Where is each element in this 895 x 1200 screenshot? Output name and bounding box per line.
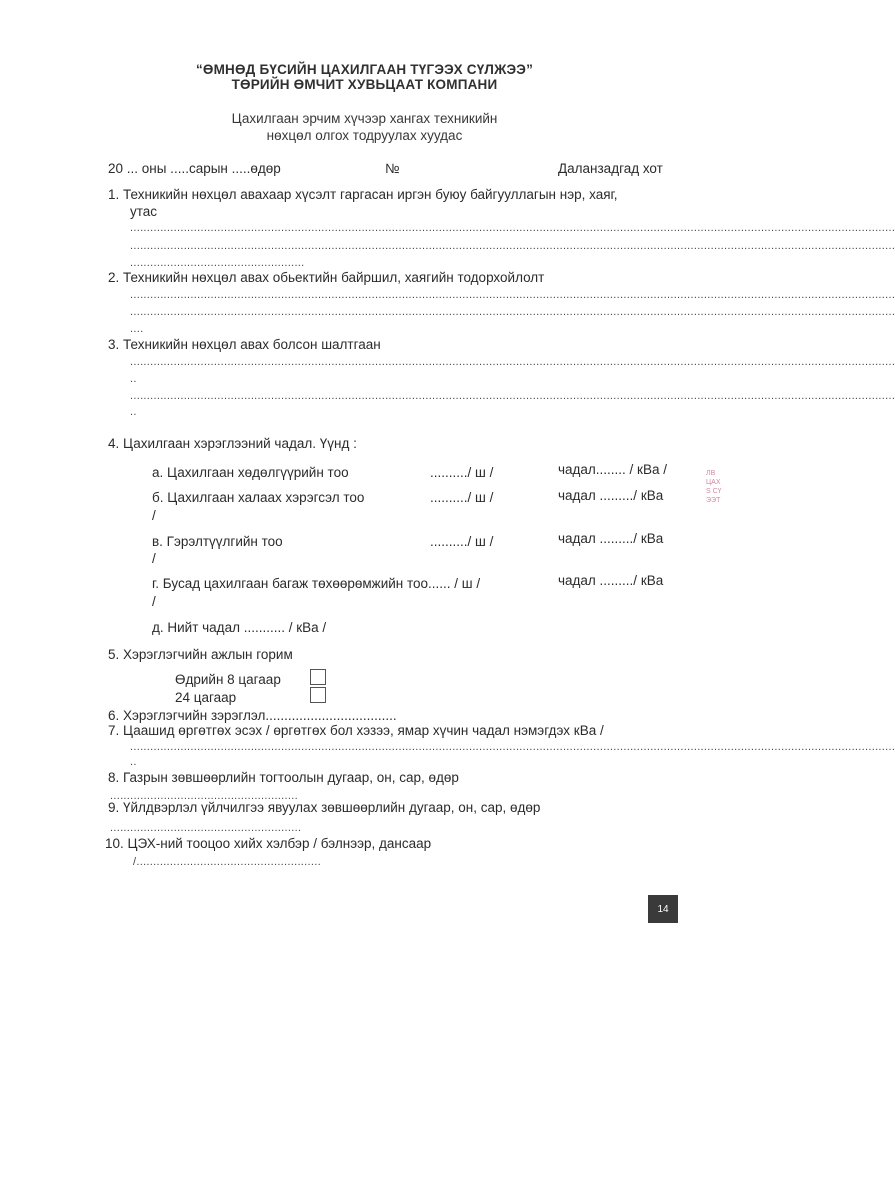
- item-9-fill-line: .........................................................: [110, 822, 302, 834]
- item-7-fill-tail: ..: [130, 756, 137, 768]
- item-1-fill-line: ....................................................................................................................................................................................................................................: [130, 240, 895, 252]
- item-4d-tail: /: [152, 594, 156, 609]
- item-3-fill-tail: ..: [130, 373, 137, 385]
- item-7-fill-line: ....................................................................................................................................................................................................................................: [130, 741, 895, 753]
- item-4e-total: д. Нийт чадал ........... / кВа /: [152, 620, 327, 635]
- item-4b-power: чадал ........./ кВа: [558, 488, 664, 503]
- item-2-fill-line: ....................................................................................................................................................................................................................................: [130, 306, 895, 318]
- item-5-option-24h-checkbox[interactable]: [310, 687, 326, 703]
- item-4c-power: чадал ........./ кВа: [558, 531, 664, 546]
- item-3-fill-tail: ..: [130, 406, 137, 418]
- org-name-line2: ТӨРИЙН ӨМЧИТ ХУВЬЦААТ КОМПАНИ: [231, 77, 498, 92]
- item-4c-count: ........../ ш /: [430, 534, 494, 549]
- margin-stamp-mark: S СҮ: [706, 488, 722, 495]
- margin-stamp-mark: ЛВ: [706, 470, 716, 477]
- date-field: 20 ... оны .....сарын .....өдөр: [108, 161, 281, 176]
- item-4a-label: а. Цахилгаан хөдөлгүүрийн тоо: [152, 465, 349, 480]
- item-3-fill-line: ....................................................................................................................................................................................................................................: [130, 390, 895, 402]
- item-10-label: 10. ЦЭХ-ний тооцоо хийх хэлбэр / бэлнээр, дансаар: [105, 836, 432, 851]
- item-9-label: 9. Үйлдвэрлэл үйлчилгээ явуулах зөвшөөрлийн дугаар, он, сар, өдөр: [108, 800, 541, 815]
- item-2-fill-tail: ....: [130, 323, 144, 335]
- item-5-option-8h-checkbox[interactable]: [310, 669, 326, 685]
- item-1-fill-line: ....................................................: [130, 257, 305, 269]
- item-4b-tail: /: [152, 508, 156, 523]
- item-4c-tail: /: [152, 551, 156, 566]
- city-field: Даланзадгад хот: [558, 161, 663, 176]
- margin-stamp-mark: ЦАХ: [706, 479, 721, 486]
- item-2-label: 2. Техникийн нөхцөл авах обьектийн байршил, хаягийн тодорхойлолт: [108, 270, 545, 285]
- item-3-fill-line: ....................................................................................................................................................................................................................................: [130, 356, 895, 368]
- item-5-option-24h-label: 24 цагаар: [175, 690, 237, 705]
- item-4b-count: ........../ ш /: [430, 490, 494, 505]
- item-1-label-cont: утас: [130, 204, 158, 219]
- item-4-label: 4. Цахилгаан хэрэглээний чадал. Үүнд :: [108, 436, 357, 451]
- item-4d-power: чадал ........./ кВа: [558, 573, 664, 588]
- org-name-line1: “ӨМНӨД БҮСИЙН ЦАХИЛГААН ТҮГЭЭХ СҮЛЖЭЭ”: [195, 62, 534, 77]
- item-4b-label: б. Цахилгаан халаах хэрэгсэл тоо: [152, 490, 365, 505]
- item-6-label: 6. Хэрэглэгчийн зэрэглэл...................................: [108, 708, 397, 723]
- item-3-label: 3. Техникийн нөхцөл авах болсон шалтгаан: [108, 337, 381, 352]
- item-10-fill-line: /.......................................................: [133, 856, 321, 868]
- page-number-badge: 14: [648, 895, 678, 923]
- item-8-fill-line: ........................................................: [110, 790, 298, 802]
- number-field: №: [385, 161, 400, 176]
- item-8-label: 8. Газрын зөвшөөрлийн тогтоолын дугаар, он, сар, өдөр: [108, 770, 459, 785]
- item-4a-power: чадал........ / кВа /: [558, 462, 667, 477]
- doc-title-line1: Цахилгаан эрчим хүчээр хангах техникийн: [231, 111, 498, 126]
- margin-stamp-mark: ЭЭТ: [706, 497, 721, 504]
- item-1-fill-line: ....................................................................................................................................................................................................................................: [130, 222, 895, 234]
- item-1-label: 1. Техникийн нөхцөл авахаар хүсэлт гаргасан иргэн буюу байгууллагын нэр, хаяг,: [108, 187, 618, 202]
- item-5-option-8h-label: Өдрийн 8 цагаар: [175, 672, 281, 687]
- item-4d-label: г. Бусад цахилгаан багаж төхөөрөмжийн тоо...... / ш /: [152, 576, 481, 591]
- item-4a-count: ........../ ш /: [430, 465, 494, 480]
- doc-title-line2: нөхцөл олгох тодруулах хуудас: [266, 128, 463, 143]
- item-4c-label: в. Гэрэлтүүлгийн тоо: [152, 534, 283, 549]
- item-5-label: 5. Хэрэглэгчийн ажлын горим: [108, 647, 293, 662]
- item-2-fill-line: ....................................................................................................................................................................................................................................: [130, 289, 895, 301]
- item-7-label: 7. Цаашид өргөтгөх эсэх / өргөтгөх бол хэзээ, ямар хүчин чадал нэмэгдэх кВа /: [108, 723, 604, 738]
